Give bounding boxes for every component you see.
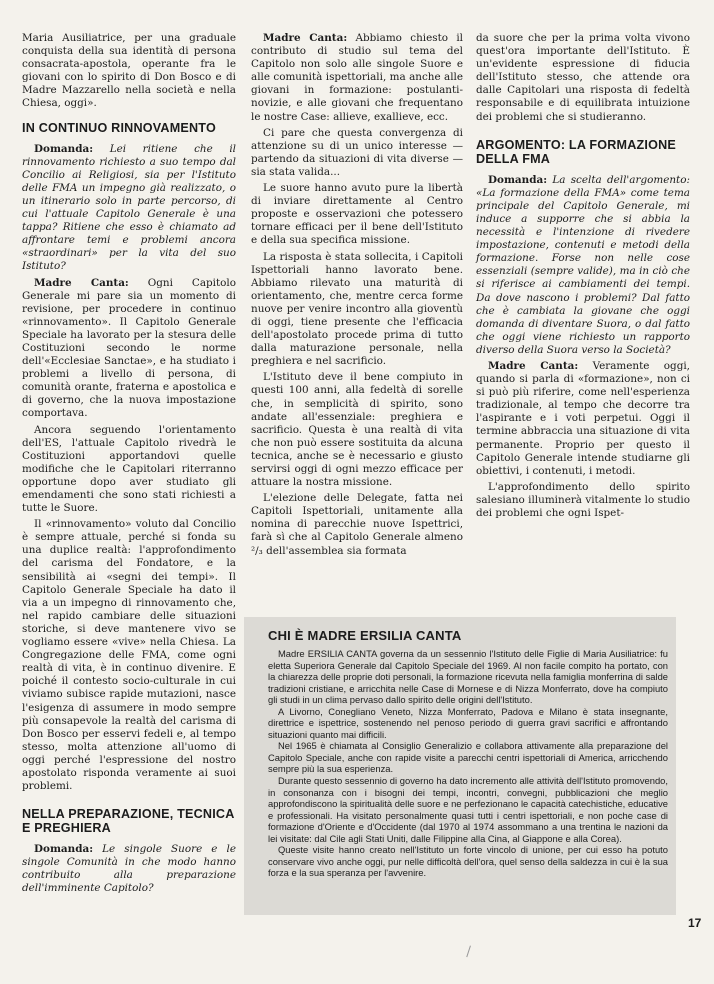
biography-text (268, 648, 668, 879)
answer-text: Ogni Capitolo Generale mi pare sia un momento di revisione, per procedere in continuo «rinnovamento». Il Capitolo Generale Speciale ha lavorato per la stesura delle Costituzioni secondo le norme dell'«Ecclesiae Sanctae», e ha studiato i problemi a livello di persona, di comunità orante, fraterna e apostolica e di governo, che la nuova impostazione comportava. (22, 276, 236, 420)
answer-text: Veramente oggi, quando si parla di «formazione», non ci si può più riferire, come nell'esperienza tradizionale, al tempo che decorre tra l'aspirante e i voti perpetui. Oggi il termine abbraccia una situazione di vita permanente. Proprio per questo il Capitolo Generale intende studiarne gli obiettivi, i contenuti, i metodi. (476, 359, 690, 477)
paragraph: L'approfondimento dello spirito salesiano illuminerà vitalmente lo studio dei problemi che ogni Ispet- (476, 480, 690, 519)
question-text: La scelta dell'argomento: «La formazione della FMA» come tema principale del Capitolo Generale, mi induce a supporre che si abbia la necessità e l'intenzione di rivedere impostazione, contenuti e metodi della formazione. Forse non nelle cose essenziali (sempre valide), ma in ciò che si riferisce ai cambiamenti dei tempi. Da dove nascono i problemi? Dal fatto che è cambiata la giovane che oggi domanda di diventare Suora, o dal fatto che oggi viene richiesto un rapporto diverso della Suora verso la Società? (476, 173, 690, 356)
paragraph: Ci pare che questa convergenza di attenzione su di un unico interesse — partendo da situazioni di vita diverse — sia stata valida... (251, 126, 463, 178)
paragraph: Durante questo sessennio di governo ha dato incremento alle attività dell'Istituto promovendo, in consonanza con i bisogni dei tempi, incontri, convegni, pubblicazioni che meglio approfondiscono la spiritualità delle suore e ne perfezionano le capacità catechistiche, educative e professionali. Ha visitato personalmente quasi tutti i centri ispettoriali, e non poche case di formazione d'Oriente e d'Occidente (dal 1970 al 1974 assommano a una trentina le nazioni da lei visitate: dal Cile agli Stati Uniti, dalle Filippine alla Cina, al Giappone e alla Corea). (268, 775, 668, 844)
column-2 (251, 32, 463, 561)
section-heading: IN CONTINUO RINNOVAMENTO (22, 120, 216, 135)
answer-label: Madre Canta: (263, 32, 348, 44)
paragraph: Madre ERSILIA CANTA governa da un sessennio l'Istituto delle Figlie di Maria Ausiliatrice: fu eletta Superiora Generale dal Capitolo Speciale del 1969. Al non facile compito ha portato, con la chiarezza delle proprie doti personali, la formazione ricevuta nella famiglia monferrina di salde tradizioni cristiane, e arricchita nelle Case di Mornese e di Nizza Monferrato, dove ha compiuto gli studi in un clima pervaso dallo spirito delle origini dell'Istituto. (268, 648, 668, 706)
question-label: Domanda: (34, 843, 94, 856)
paragraph: Le suore hanno avuto pure la libertà di inviare direttamente al Centro proposte e osservazioni che potessero tornare efficaci per il bene dell'Istituto e della sua specifica missione. (251, 182, 463, 247)
paragraph: Ancora seguendo l'orientamento dell'ES, l'attuale Capitolo rivedrà le Costituzioni apportandovi quelle modifiche che le Capitolari riterranno opportune dopo aver studiato gli emendamenti che sono stati richiesti a tutte le Suore. (22, 423, 236, 515)
scan-mark (466, 946, 474, 959)
paragraph: Il «rinnovamento» voluto dal Concilio è sempre attuale, perché si fonda su una duplice realtà: l'approfondimento del carisma del Fondatore, e la sensibilità ai «segni dei tempi». Il Capitolo Generale Speciale ha dato il via a un impegno di rinnovamento che, nel rapido cambiare delle situazioni storiche, si deve mantenere vivo se vogliamo essere «vive» nella Chiesa. La Congregazione delle FMA, come ogni realtà di vita, è in continuo divenire. E poiché il contesto socio-culturale in cui viviamo subisce rapide mutazioni, nasce l'esigenza di assumere in modo sempre più consapevole la realtà del carisma di Don Bosco per esservi fedeli e, al tempo stesso, molta attenzione all'uomo di oggi perché l'espressione del nostro apostolato risponda veramente ai suoi problemi. (22, 518, 236, 793)
page-number: 17 (688, 916, 702, 930)
paragraph: La risposta è stata sollecita, i Capitoli Ispettoriali hanno lavorato bene. Abbiamo rilevato una maturità di orientamento, che, mentre cerca forme nuove per venire incontro alla gioventù di oggi, tiene presente che l'efficacia dell'apostolato procede prima di tutto dalla maturazione personale, nella preghiera e nel sacrificio. (251, 250, 463, 368)
question-label: Domanda: (488, 173, 548, 186)
biography-title: CHI È MADRE ERSILIA CANTA (268, 628, 462, 643)
question-text: Lei ritiene che il rinnovamento richiesto a suo tempo dal Concilio ai Religiosi, sia per l'Istituto delle FMA un impegno già realizzato, o un itinerario solo in parte percorso, di cui l'attuale Capitolo Generale è una tappa? Ritiene che esso è chiamato ad affrontare temi e problemi ancora «straordinari» per la vita del suo Istituto? (22, 142, 236, 273)
column-1 (22, 32, 236, 899)
paragraph: A Livorno, Conegliano Veneto, Nizza Monferrato, Padova e Milano è stata insegnante, direttrice e ispettrice, sostenendo nel penoso periodo di guerra gravi sacrifici e affrontando situazioni quanto mai difficili. (268, 705, 668, 740)
paragraph: Queste visite hanno creato nell'Istituto un forte vincolo di unione, per cui esso ha potuto conservare vivo anche oggi, pur nelle difficoltà dell'ora, quel senso della saldezza in cui è la sua forza e la sua speranza per l'avvenire. (268, 844, 668, 879)
answer-text: Abbiamo chiesto il contributo di studio sul tema del Capitolo non solo alle singole Suore e alle comunità ispettoriali, ma anche alle giovani in formazione: postulanti-novizie, e alle giovani che frequentano le nostre Case: allieve, exallieve, ecc. (251, 32, 463, 123)
paragraph: L'elezione delle Delegate, fatta nei Capitoli Ispettoriali, unitamente alla nomina di parecchie nuove Ispettrici, farà sì che al Capitolo Generale almeno ²/₃ dell'assemblea sia formata (251, 492, 463, 557)
section-heading: ARGOMENTO: LA FORMAZIONE DELLA FMA (476, 137, 676, 166)
paragraph: Maria Ausiliatrice, per una graduale conquista della sua identità di persona consacrata-apostola, operante fra le giovani con lo spirito di Don Bosco e di Madre Mazzarello nella società e nella Chiesa, oggi». (22, 32, 236, 110)
section-heading: NELLA PREPARAZIONE, TECNICA E PREGHIERA (22, 807, 235, 836)
answer-label: Madre Canta: (488, 359, 579, 372)
answer-label: Madre Canta: (34, 276, 129, 289)
question-text: Le singole Suore e le singole Comunità in che modo hanno contribuito alla preparazione dell'imminente Capitolo? (22, 843, 236, 895)
paragraph: L'Istituto deve il bene compiuto in questi 100 anni, alla fedeltà di sorelle che, in semplicità di spirito, sono andate all'essenziale: preghiera e sacrificio. Questa è una realtà di vita che non può essere sostituita da alcuna tecnica, anche se è necessario e giusto servirsi oggi di ogni mezzo efficace per attuare la nostra missione. (251, 371, 463, 489)
paragraph: Nel 1965 è chiamata al Consiglio Generalizio e collabora attivamente alla preparazione del Capitolo Speciale, anche con rapide visite a parecchi centri ispettoriali di America, arricchendo sempre più la sua esperienza. (268, 740, 668, 775)
question-label: Domanda: (34, 142, 94, 155)
paragraph: da suore che per la prima volta vivono quest'ora importante dell'Istituto. È un'evidente espressione di fiducia dell'Istituto stesso, che attende ora dalle Capitolari una risposta di fedeltà responsabile e di equilibrata intuizione dei problemi che si studieranno. (476, 32, 690, 123)
column-3 (476, 32, 690, 523)
